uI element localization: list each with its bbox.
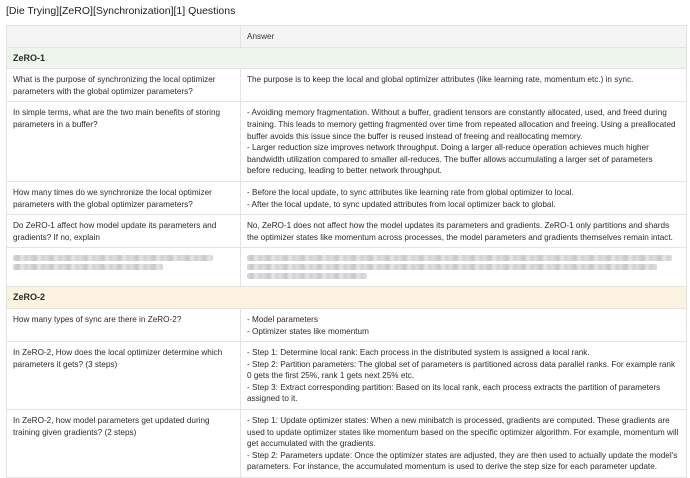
question-cell — [7, 69, 241, 102]
text-line: before reducing, leading to better network throughput. — [247, 166, 442, 176]
redacted-row — [7, 248, 687, 287]
table-row — [7, 342, 687, 410]
answer-cell — [241, 102, 687, 182]
text-line: used to update optimizer states like momentum based on the specific optimizer algorithm. For example, momentum will — [247, 427, 679, 437]
text-line: The purpose is to keep the local and global optimizer attributes (like learning rate, momentum etc.) in sync. — [247, 75, 634, 85]
text-line: - Larger reduction size improves network throughput. Doing a larger all-reduce operation achieves much higher — [247, 143, 649, 153]
text-line: - After the local update, to sync updated attributes from local optimizer back to global. — [247, 199, 556, 209]
table-header-row — [7, 26, 687, 48]
blurred-text — [247, 255, 672, 261]
answer-cell — [241, 410, 687, 478]
text-line: parameters. For instance, the accumulated momentum is used to derive the step size for each parameter update. — [247, 462, 658, 472]
answer-column-header: Answer — [241, 26, 687, 48]
text-line: parameters it gets? (3 steps) — [13, 359, 118, 369]
text-line: - Step 2: Parameters update: Once the optimizer states are adjusted, they are then used to actually update the model's — [247, 450, 678, 460]
table-row — [7, 410, 687, 478]
answer-cell — [241, 308, 687, 341]
text-line: buffer avoids this issue since the buffer is reused instead of freeing and reallocating memory. — [247, 131, 583, 141]
redacted-answer-cell — [241, 248, 687, 287]
text-line: parameters in a buffer? — [13, 119, 98, 129]
text-line: - Step 1: Update optimizer states: When a new minibatch is processed, gradients are computed. These gradients are — [247, 416, 670, 426]
question-column-header — [7, 26, 241, 48]
text-line: 0 gets the first 25%, rank 1 gets next 25% etc. — [247, 371, 415, 381]
blurred-text — [247, 264, 657, 270]
table-row — [7, 215, 687, 248]
text-line: In ZeRO-2, how model parameters get updated during — [13, 416, 210, 426]
text-line: the optimizer states like momentum across processes, the model parameters and gradients themselves remain intact. — [247, 232, 673, 242]
table-row — [7, 69, 687, 102]
answer-cell — [241, 69, 687, 102]
text-line: In simple terms, what are the two main benefits of storing — [13, 108, 221, 118]
blurred-text — [247, 273, 367, 279]
text-line: Do ZeRO-1 affect how model update its parameters and — [13, 221, 217, 231]
question-cell — [7, 410, 241, 478]
text-line: - Model parameters — [247, 314, 318, 324]
text-line: - Avoiding memory fragmentation. Without a buffer, gradient tensors are constantly allocated, used, and freed during — [247, 108, 667, 118]
table-row — [7, 181, 687, 214]
text-line: gradients? If no, explain — [13, 232, 100, 242]
text-line: In ZeRO-2, How does the local optimizer determine which — [13, 348, 223, 358]
text-line: training given gradients? (2 steps) — [13, 427, 137, 437]
text-line: No, ZeRO-1 does not affect how the model updates its parameters and gradients. ZeRO-1 only partitions and shards — [247, 221, 670, 231]
text-line: - Before the local update, to sync attributes like learning rate from global optimizer to local. — [247, 187, 574, 197]
question-cell — [7, 215, 241, 248]
redacted-question-cell — [7, 248, 241, 287]
table-row — [7, 102, 687, 182]
table-row — [7, 308, 687, 341]
question-cell — [7, 308, 241, 341]
section-row-zero2 — [7, 287, 687, 309]
page-title: [Die Trying][ZeRO][Synchronization][1] Questions — [6, 5, 236, 17]
blurred-text — [13, 264, 163, 270]
text-line: parameters with the global optimizer parameters? — [13, 86, 193, 96]
question-cell — [7, 342, 241, 410]
answer-cell — [241, 215, 687, 248]
answer-cell — [241, 342, 687, 410]
text-line: bandwidth utilization compared to smaller all-reduces. The buffer allows accumulating a larger set of parameters — [247, 154, 653, 164]
section-label: ZeRO-1 — [7, 47, 687, 69]
text-line: What is the purpose of synchronizing the local optimizer — [13, 75, 216, 85]
question-cell — [7, 181, 241, 214]
text-line: - Step 3: Extract corresponding partition: Based on its local rank, each process extracts the partition of parameters — [247, 382, 661, 392]
questions-table — [6, 25, 687, 478]
text-line: How many types of sync are there in ZeRO-2? — [13, 314, 182, 324]
text-line: parameters with the global optimizer parameters? — [13, 199, 193, 209]
text-line: training. This leads to memory getting fragmented over time from repeated allocation and freeing. Using a preallocated — [247, 119, 676, 129]
blurred-text — [13, 255, 213, 261]
text-line: - Step 1: Determine local rank: Each process in the distributed system is assigned a local rank. — [247, 348, 590, 358]
question-cell — [7, 102, 241, 182]
answer-cell — [241, 181, 687, 214]
text-line: get accumulated with the gradients. — [247, 439, 376, 449]
text-line: - Step 2: Partition parameters: The global set of parameters is partitioned across data parallel ranks. For example rank — [247, 359, 676, 369]
text-line: - Optimizer states like momentum — [247, 326, 369, 336]
text-line: How many times do we synchronize the local optimizer — [13, 187, 212, 197]
text-line: assigned to it. — [247, 394, 298, 404]
section-row-zero1 — [7, 47, 687, 69]
section-label: ZeRO-2 — [7, 287, 687, 309]
